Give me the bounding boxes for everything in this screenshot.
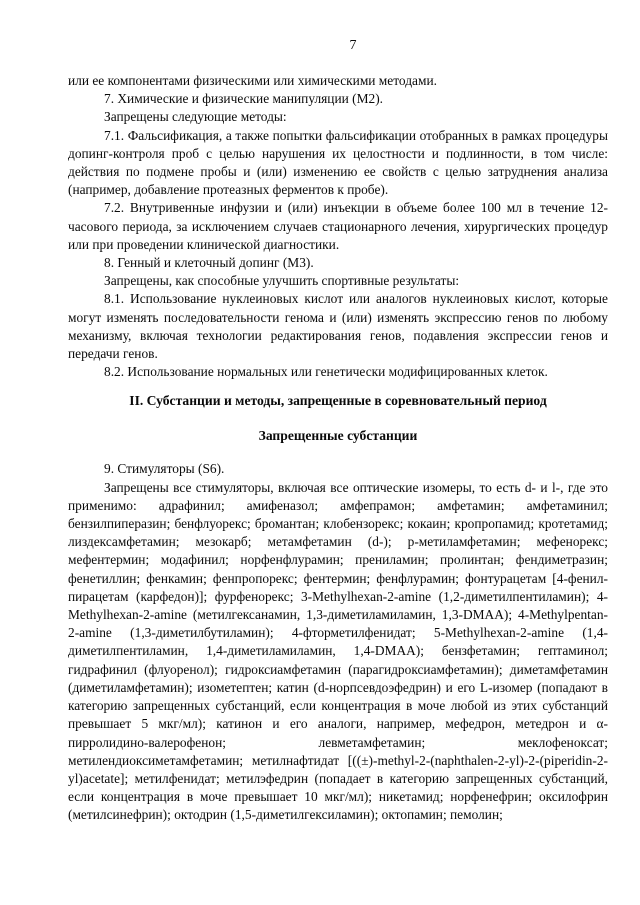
paragraph: Запрещены все стимуляторы, включая все оптические изомеры, то есть d- и l-, где это применимо: адрафинил; амифеназол; амфепрамон; амфетамин; амфетаминил; бензилпиперазин; бенфлуорекс; бромантан; клобензорекс; кокаин; кропропамид; кротетамид; лиздексамфетамин; мезокарб; метамфетамин (d-); p-метиламфетамин; мефенорекс; мефентермин; модафинил; норфенфлурамин; прениламин; пролинтан; фендиметразин; фенетиллин; фенкамин; фенпропорекс; фентермин; фенфлурамин; фонтурацетам [4-фенил-пирацетам (карфедон)]; фурфенорекс; 3-Methylhexan-2-amine (1,2-диметилпентиламин); 4-Methylhexan-2-amine (метилгексанамин, 1,3-диметиламиламин, 1,3-DMAA); 4-Methylpentan-2-amine (1,3-диметилбутиламин); 4-фторметилфенидат; 5-Methylhexan-2-amine (1,4-диметилпентиламин, 1,4-диметиламиламин, 1,4-DMAA); бензфетамин; гептаминол; гидрафинил (флуоренол); гидроксиамфетамин (парагидроксиамфетамин); диметамфетамин (диметиламфетамин); изометептен; катин (d-норпсевдоэфедрин) и его L-изомер (попадают в категорию запрещенных субстанций, если концентрация в моче любой из этих субстанций превышает 5 мкг/мл); катинон и его аналоги, например, мефедрон, метедрон и α-пирролидино-валерофенон; левметамфетамин; меклофеноксат; метилендиоксиметамфетамин; метилнафтидат [((±)-methyl-2-(naphthalen-2-yl)-2-(piperidin-2-yl)acetate]; метилфенидат; метилэфедрин (попадает в категорию запрещенных субстанций, если концентрация в моче превышает 10 мкг/мл); никетамид; норфенефрин; оксилофрин (метилсинефрин); октодрин (1,5-диметилгексиламин); октопамин; пемолин; — [68, 479, 608, 823]
paragraph: 7.1. Фальсификация, а также попытки фальсификации отобранных в рамках процедуры допинг-контроля проб с целью нарушения их целостности и подлинности, в том числе: действия по подмене пробы и (или) изменению ее свойств с целью затруднения анализа (например, добавление протеазных ферментов к пробе). — [68, 127, 608, 198]
paragraph: Запрещены следующие методы: — [104, 109, 287, 125]
paragraph: 9. Стимуляторы (S6). — [104, 461, 225, 477]
subsection-heading: Запрещенные субстанции — [258, 428, 418, 444]
paragraph: или ее компонентами физическими или химическими методами. — [68, 73, 437, 88]
paragraph: Запрещены, как способные улучшить спортивные результаты: — [104, 273, 460, 289]
paragraph: 8. Генный и клеточный допинг (M3). — [104, 255, 314, 271]
document-body — [68, 72, 608, 825]
paragraph: 8.2. Использование нормальных или генетически модифицированных клеток. — [104, 364, 548, 380]
paragraph: 7. Химические и физические манипуляции (M2). — [104, 91, 383, 107]
paragraph: 7.2. Внутривенные инфузии и (или) инъекции в объеме более 100 мл в течение 12-часового периода, за исключением случаев стационарного лечения, хирургических процедур или при проведении клинической диагностики. — [68, 200, 608, 252]
page-number: 7 — [349, 38, 357, 53]
paragraph: 8.1. Использование нуклеиновых кислот или аналогов нуклеиновых кислот, которые могут изменять последовательности генома и (или) изменять экспрессию генов по любому механизму, включая технологии редактирования генов, подавления экспрессии генов и передачи генов. — [68, 291, 608, 362]
section-heading: II. Субстанции и методы, запрещенные в соревновательный период — [129, 393, 547, 409]
